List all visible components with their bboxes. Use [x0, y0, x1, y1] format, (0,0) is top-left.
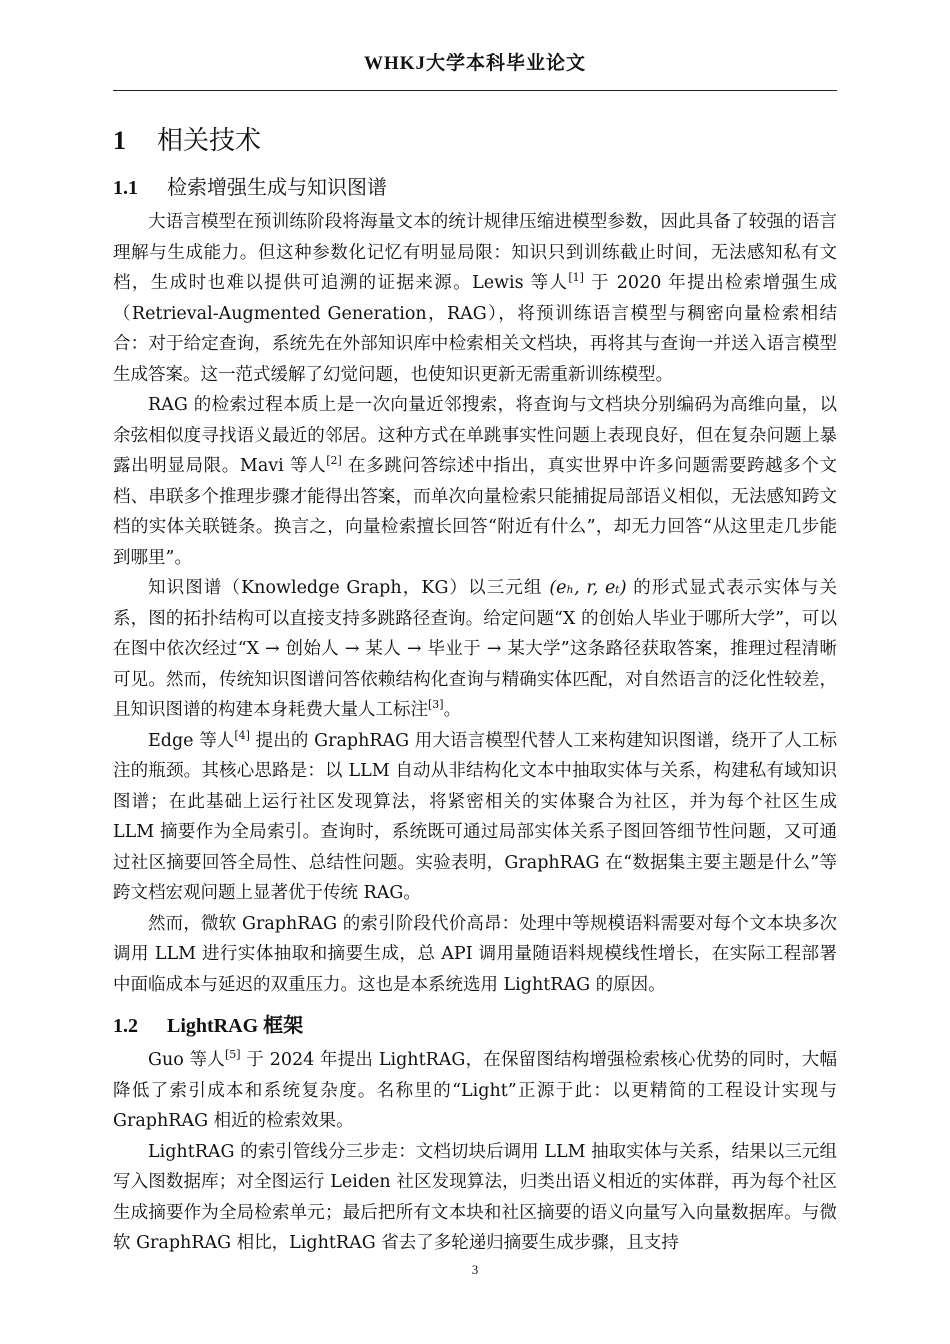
citation: [3]: [428, 698, 444, 712]
citation: [1]: [568, 271, 584, 285]
paragraph-text: 大语言模型在预训练阶段将海量文本的统计规律压缩进模型参数，因此具备了较强的语言理解与生成能力。但这种参数化记忆有明显局限：知识只到训练截止时间，无法感知私有文档，生成时也难以提供可追溯的证据来源。Lewis 等人: [113, 212, 837, 293]
chapter-heading: [113, 120, 837, 162]
citation: [2]: [326, 454, 342, 468]
paragraph: [113, 573, 837, 726]
section-number: 1.2: [113, 1015, 138, 1037]
paragraph-text: 。: [443, 700, 462, 720]
paragraph-text: 在多跳问答综述中指出，真实世界中许多问题需要跨越多个文档、串联多个推理步骤才能得出答案，而单次向量检索只能捕捉局部语义相似，无法感知跨文档的实体关联链条。换言之，向量检索擅长回答“附近有什么”，却无力回答“从这里走几步能到哪里”。: [113, 456, 837, 568]
paragraph: [113, 207, 837, 390]
math-triple: (eₕ, r, eₜ): [549, 578, 627, 598]
chapter-number: 1: [113, 126, 126, 155]
paragraph-text: 于 2024 年提出 LightRAG，在保留图结构增强检索核心优势的同时，大幅降低了索引成本和系统复杂度。名称里的“Light”正源于此：以更精简的工程设计实现与 GraphRAG 相近的检索效果。: [113, 1050, 837, 1131]
paragraph: [113, 909, 837, 1001]
citation: [4]: [234, 728, 250, 742]
paragraph-text: Edge 等人: [148, 730, 235, 751]
header-rule: [113, 90, 837, 91]
section-heading-1-1: [113, 172, 837, 203]
paragraph-text: 提出的 GraphRAG 用大语言模型代替人工来构建知识图谱，绕开了人工标注的瓶颈。其核心思路是：以 LLM 自动从非结构化文本中抽取实体与关系，构建私有域知识图谱；在此基础上运行社区发现算法，将紧密相关的实体聚合为社区，并为每个社区生成 LLM 摘要作为全局索引。查询时，系统既可通过局部实体关系子图回答细节性问题，又可通过社区摘要回答全局性、总结性问题。实验表明，GraphRAG 在“数据集主要主题是什么”等跨文档宏观问题上显著优于传统 RAG。: [113, 730, 837, 903]
paragraph-text: Guo 等人: [148, 1050, 225, 1070]
running-header: WHKJ大学本科毕业论文: [363, 53, 587, 74]
chapter-title: 相关技术: [157, 126, 262, 156]
paragraph: [113, 726, 837, 909]
paragraph-text: 于 2020 年提出检索增强生成（Retrieval-Augmented Generation，RAG），将预训练语言模型与稠密向量检索相结合：对于给定查询，系统先在外部知识库中检索相关文档块，再将其与查询一并送入语言模型生成答案。这一范式缓解了幻觉问题，也使知识更新无需重新训练模型。: [113, 273, 837, 385]
page-content: [113, 120, 837, 1259]
paragraph-text: LightRAG 的索引管线分三步走：文档切块后调用 LLM 抽取实体与关系，结果以三元组写入图数据库；对全图运行 Leiden 社区发现算法，归类出语义相近的实体群，再为每个社区生成摘要作为全局检索单元；最后把所有文本块和社区摘要的语义向量写入向量数据库。与微软 GraphRAG 相比，LightRAG 省去了多轮递归摘要生成步骤，且支持: [113, 1141, 837, 1253]
paragraph-text: 然而，微软 GraphRAG 的索引阶段代价高昂：处理中等规模语料需要对每个文本块多次调用 LLM 进行实体抽取和摘要生成，总 API 调用量随语料规模线性增长，在实际工程部署中面临成本与延迟的双重压力。这也是本系统选用 LightRAG 的原因。: [113, 913, 837, 995]
paragraph: [113, 1137, 837, 1259]
section-heading-1-2: [113, 1010, 837, 1041]
paragraph-text: 的形式显式表示实体与关系，图的拓扑结构可以直接支持多跳路径查询。给定问题“X 的创始人毕业于哪所大学”，可以在图中依次经过“X → 创始人 → 某人 → 毕业于 → 某大学”这条路径获取答案，推理过程清晰可见。然而，传统知识图谱问答依赖结构化查询与精确实体匹配，对自然语言的泛化性较差，且知识图谱的构建本身耗费大量人工标注: [113, 578, 837, 720]
section-title: 检索增强生成与知识图谱: [167, 175, 387, 199]
section-title: LightRAG 框架: [167, 1015, 304, 1037]
paragraph: [113, 1045, 837, 1137]
paragraph: [113, 390, 837, 573]
section-number: 1.1: [113, 177, 138, 199]
paragraph-text: RAG 的检索过程本质上是一次向量近邻搜索，将查询与文档块分别编码为高维向量，以余弦相似度寻找语义最近的邻居。这种方式在单跳事实性问题上表现良好，但在复杂问题上暴露出明显局限。Mavi 等人: [113, 395, 837, 476]
page-number: 3: [471, 1262, 479, 1277]
paragraph-text: 知识图谱（Knowledge Graph，KG）以三元组: [148, 578, 543, 598]
citation: [5]: [224, 1048, 241, 1062]
